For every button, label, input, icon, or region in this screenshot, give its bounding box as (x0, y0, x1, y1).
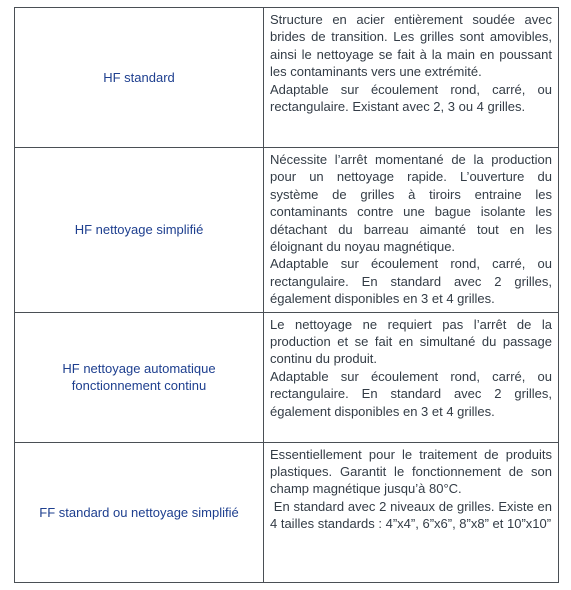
description-paragraph: Nécessite l’arrêt momentané de la production pour un nettoyage rapide. L’ouverture du système de grilles à tiroirs entraine les contaminants contre une bague isolante les détachant du barreau aimanté tout en les éloignant du noyau magnétique. (270, 152, 552, 255)
table-row (15, 312, 559, 442)
description-paragraph: Adaptable sur écoulement rond, carré, ou rectangulaire. En standard avec 2 grilles, également disponibles en 3 et 4 grilles. (270, 256, 552, 307)
table-row (15, 8, 559, 148)
table-row (15, 442, 559, 582)
product-name-cell (15, 148, 264, 313)
description-paragraph: Adaptable sur écoulement rond, carré, ou rectangulaire. Existant avec 2, 3 ou 4 grilles. (270, 81, 552, 115)
product-name-line: HF standard (103, 70, 175, 85)
product-name-cell (15, 8, 264, 148)
description-paragraph: Le nettoyage ne requiert pas l’arrêt de la production et se fait en simultané du passage continu du produit. (270, 316, 552, 367)
product-name-cell (15, 312, 264, 442)
description-paragraph: Essentiellement pour le traitement de produits plastiques. Garantit le fonctionnement de son champ magnétique jusqu’à 80°C. (270, 446, 552, 497)
products-table-container (14, 7, 558, 583)
product-name-line: fonctionnement continu (71, 378, 207, 394)
table-row (15, 148, 559, 313)
product-name-cell (15, 442, 264, 582)
product-description-cell (264, 8, 559, 148)
product-name-line: FF standard ou nettoyage simplifié (39, 504, 239, 520)
product-name-line: HF nettoyage automatique (62, 361, 216, 377)
description-paragraph: Structure en acier entièrement soudée avec brides de transition. Les grilles sont amovibles, ainsi le nettoyage se fait à la main en poussant les contaminants vers une extrémité. (270, 12, 552, 80)
product-description-cell (264, 442, 559, 582)
product-description-cell (264, 148, 559, 313)
products-table (14, 7, 559, 583)
product-name-line: HF nettoyage simplifié (74, 222, 204, 238)
description-paragraph: Adaptable sur écoulement rond, carré, ou rectangulaire. En standard avec 2 grilles, également disponibles en 3 et 4 grilles. (270, 368, 552, 419)
product-description-cell (264, 312, 559, 442)
description-paragraph: En standard avec 2 niveaux de grilles. Existe en 4 tailles standards : 4”x4”, 6”x6”, 8”x8” et 10”x10” (270, 498, 556, 532)
